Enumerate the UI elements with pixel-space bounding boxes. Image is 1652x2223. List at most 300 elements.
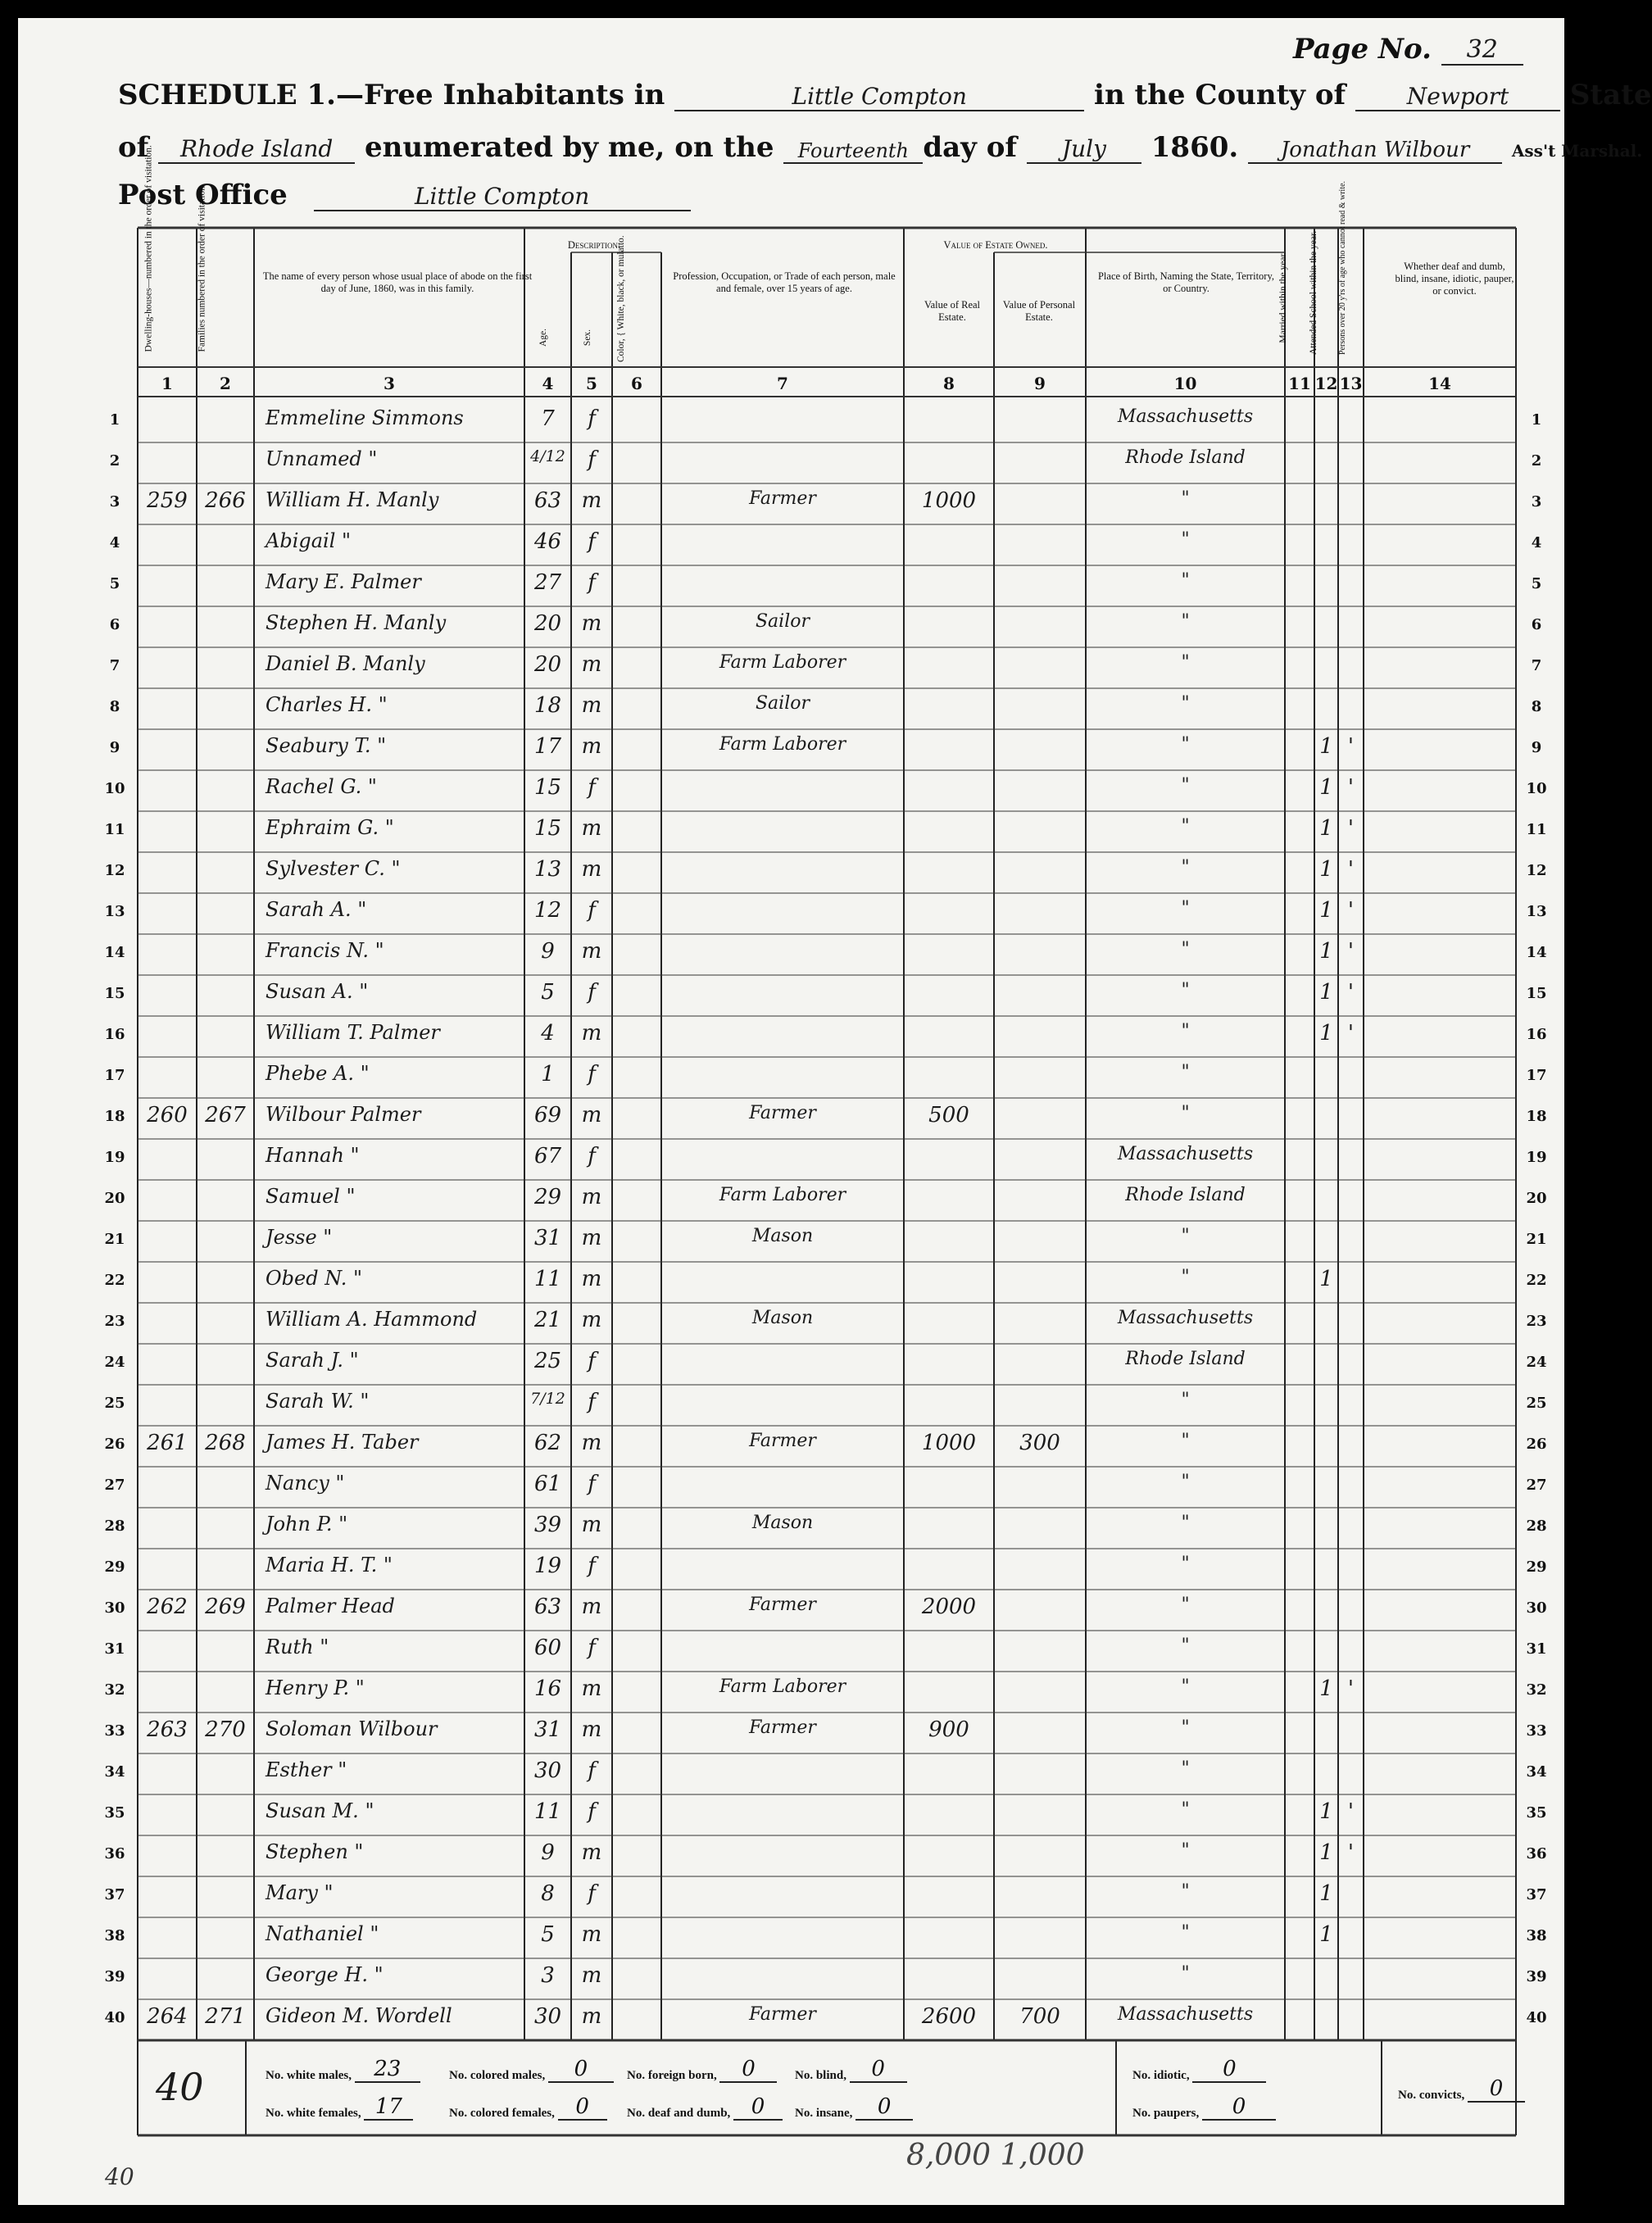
occupation: Farm Laborer bbox=[719, 734, 846, 755]
row-number-left: 10 bbox=[104, 780, 125, 797]
age: 31 bbox=[533, 1226, 562, 1250]
age: 27 bbox=[533, 570, 562, 595]
person-name: Rachel G. " bbox=[266, 775, 377, 798]
row-number-left: 21 bbox=[104, 1231, 125, 1248]
row-number-right: 18 bbox=[1526, 1108, 1547, 1125]
row-number-right: 28 bbox=[1526, 1518, 1547, 1535]
attended-school: 1 bbox=[1319, 1676, 1333, 1701]
row-number-left: 23 bbox=[104, 1313, 125, 1330]
attended-school: 1 bbox=[1319, 857, 1333, 882]
sex: m bbox=[581, 652, 602, 677]
row-number-left: 22 bbox=[104, 1272, 125, 1289]
person-name: Samuel " bbox=[266, 1185, 356, 1208]
birthplace: " bbox=[1181, 1021, 1190, 1041]
blind-value: 0 bbox=[850, 2057, 907, 2083]
row-number-left: 18 bbox=[104, 1108, 125, 1125]
row-number-left: 30 bbox=[104, 1599, 125, 1617]
birthplace: " bbox=[1181, 1226, 1190, 1246]
sex: f bbox=[588, 898, 596, 923]
real-estate-value: 2000 bbox=[921, 1595, 977, 1619]
state-label: State bbox=[1569, 79, 1652, 111]
row-number-right: 36 bbox=[1526, 1845, 1547, 1862]
footer-white-females bbox=[266, 2094, 413, 2121]
person-name: William T. Palmer bbox=[266, 1021, 440, 1044]
footer-blind bbox=[795, 2057, 907, 2083]
sex: m bbox=[581, 1267, 602, 1291]
row-number-left: 13 bbox=[104, 903, 125, 920]
sex: f bbox=[588, 1144, 596, 1168]
sex: m bbox=[581, 1963, 602, 1988]
foreign-born-value: 0 bbox=[719, 2057, 777, 2083]
age: 11 bbox=[533, 1799, 562, 1824]
cannot-read-write: ' bbox=[1347, 939, 1355, 964]
footer-colored-females bbox=[449, 2094, 607, 2121]
birthplace: " bbox=[1181, 1881, 1190, 1902]
colored-males-label: No. colored males, bbox=[449, 2069, 546, 2082]
row-number-right: 27 bbox=[1526, 1477, 1547, 1494]
real-estate-value: 500 bbox=[928, 1103, 969, 1127]
real-estate-value: 1000 bbox=[921, 1431, 977, 1455]
person-name: Phebe A. " bbox=[266, 1062, 370, 1085]
row-number-left: 24 bbox=[104, 1354, 125, 1371]
deaf-dumb-label: No. deaf and dumb, bbox=[627, 2107, 731, 2120]
day-field: Fourteenth bbox=[783, 139, 923, 164]
row-number-right: 21 bbox=[1526, 1231, 1547, 1248]
attended-school: 1 bbox=[1319, 816, 1333, 841]
age: 1 bbox=[541, 1062, 555, 1087]
row-number-right: 31 bbox=[1526, 1640, 1547, 1658]
column-number: 10 bbox=[1173, 374, 1197, 393]
margin-note: 40 bbox=[105, 2163, 134, 2190]
row-number-right: 14 bbox=[1526, 944, 1547, 961]
marshal-label: Ass't Marshal. bbox=[1511, 141, 1643, 161]
person-name: John P. " bbox=[266, 1513, 348, 1536]
white-males-value: 23 bbox=[355, 2057, 420, 2083]
state-field: Rhode Island bbox=[158, 135, 355, 164]
row-number-right: 34 bbox=[1526, 1763, 1547, 1781]
col9-header: Value of Personal Estate. bbox=[1002, 299, 1076, 323]
row-number-left: 32 bbox=[104, 1681, 125, 1699]
row-number-right: 19 bbox=[1526, 1149, 1547, 1166]
attended-school: 1 bbox=[1319, 980, 1333, 1005]
birthplace: Rhode Island bbox=[1125, 1185, 1246, 1205]
sex: f bbox=[588, 1390, 596, 1414]
birthplace: " bbox=[1181, 652, 1190, 673]
blind-label: No. blind, bbox=[795, 2069, 846, 2082]
row-number-right: 40 bbox=[1526, 2009, 1547, 2026]
row-number-right: 6 bbox=[1531, 616, 1542, 633]
row-number-right: 16 bbox=[1526, 1026, 1547, 1043]
row-number-left: 17 bbox=[104, 1067, 125, 1084]
estate-totals-note: 8,000 1,000 bbox=[906, 2139, 1085, 2172]
row-number-left: 1 bbox=[109, 411, 120, 429]
occupation: Farmer bbox=[749, 1595, 816, 1615]
birthplace: " bbox=[1181, 1635, 1190, 1656]
sex: m bbox=[581, 1103, 602, 1127]
sex: m bbox=[581, 1922, 602, 1947]
column-number: 14 bbox=[1428, 374, 1451, 393]
sex: m bbox=[581, 2004, 602, 2029]
sex: m bbox=[581, 1513, 602, 1537]
person-name: William A. Hammond bbox=[266, 1308, 478, 1331]
age: 11 bbox=[533, 1267, 562, 1291]
dwelling-number: 261 bbox=[147, 1431, 188, 1455]
row-number-right: 12 bbox=[1526, 862, 1547, 879]
schedule-title: SCHEDULE 1.—Free Inhabitants in bbox=[118, 79, 665, 111]
row-number-right: 24 bbox=[1526, 1354, 1547, 1371]
column-number: 13 bbox=[1339, 374, 1363, 393]
cannot-read-write: ' bbox=[1347, 1799, 1355, 1824]
row-number-left: 9 bbox=[109, 739, 120, 756]
person-name: Daniel B. Manly bbox=[266, 652, 425, 675]
birthplace: " bbox=[1181, 1595, 1190, 1615]
row-number-right: 10 bbox=[1526, 780, 1547, 797]
age: 69 bbox=[533, 1103, 562, 1127]
row-number-left: 14 bbox=[104, 944, 125, 961]
white-females-value: 17 bbox=[364, 2094, 413, 2121]
row-number-right: 25 bbox=[1526, 1395, 1547, 1412]
age: 31 bbox=[533, 1717, 562, 1742]
birthplace: " bbox=[1181, 734, 1190, 755]
column-number: 9 bbox=[1034, 374, 1046, 393]
col10-header: Place of Birth, Naming the State, Territory, or Country. bbox=[1097, 270, 1275, 294]
row-number-right: 35 bbox=[1526, 1804, 1547, 1821]
row-number-left: 6 bbox=[109, 616, 120, 633]
birthplace: " bbox=[1181, 488, 1190, 509]
age: 4 bbox=[541, 1021, 555, 1046]
person-name: Stephen " bbox=[266, 1840, 364, 1863]
cannot-read-write: ' bbox=[1347, 775, 1355, 800]
sex: m bbox=[581, 816, 602, 841]
attended-school: 1 bbox=[1319, 1267, 1333, 1291]
sex: m bbox=[581, 857, 602, 882]
sex: f bbox=[588, 1062, 596, 1087]
row-number-right: 8 bbox=[1531, 698, 1542, 715]
row-number-right: 37 bbox=[1526, 1886, 1547, 1903]
convicts-label: No. convicts, bbox=[1398, 2089, 1465, 2102]
sex: m bbox=[581, 1717, 602, 1742]
age: 46 bbox=[533, 529, 562, 554]
estate-header: Value of Estate Owned. bbox=[943, 239, 1048, 251]
birthplace: " bbox=[1181, 1267, 1190, 1287]
attended-school: 1 bbox=[1319, 1881, 1333, 1906]
age: 15 bbox=[533, 775, 562, 800]
person-name: Emmeline Simmons bbox=[266, 406, 464, 429]
column-number: 7 bbox=[777, 374, 788, 393]
sex: m bbox=[581, 1021, 602, 1046]
col8-header: Value of Real Estate. bbox=[924, 299, 981, 323]
age: 63 bbox=[533, 488, 562, 513]
age: 62 bbox=[533, 1431, 562, 1455]
row-number-left: 39 bbox=[104, 1968, 125, 1985]
sex: m bbox=[581, 611, 602, 636]
person-name: Sarah A. " bbox=[266, 898, 367, 921]
occupation: Farm Laborer bbox=[719, 1185, 846, 1205]
row-number-right: 30 bbox=[1526, 1599, 1547, 1617]
age: 13 bbox=[533, 857, 562, 882]
person-name: Mary E. Palmer bbox=[266, 570, 421, 593]
age: 9 bbox=[541, 939, 555, 964]
person-name: Nancy " bbox=[266, 1472, 345, 1495]
white-females-label: No. white females, bbox=[266, 2107, 361, 2120]
person-name: William H. Manly bbox=[266, 488, 439, 511]
person-name: Sarah J. " bbox=[266, 1349, 359, 1372]
real-estate-value: 900 bbox=[928, 1717, 969, 1742]
birthplace: " bbox=[1181, 1963, 1190, 1984]
paupers-label: No. paupers, bbox=[1132, 2107, 1200, 2120]
birthplace: " bbox=[1181, 1390, 1190, 1410]
attended-school: 1 bbox=[1319, 939, 1333, 964]
age: 29 bbox=[533, 1185, 562, 1209]
sex: m bbox=[581, 734, 602, 759]
row-number-left: 40 bbox=[104, 2009, 125, 2026]
row-number-right: 11 bbox=[1526, 821, 1547, 838]
row-number-left: 15 bbox=[104, 985, 125, 1002]
row-number-right: 7 bbox=[1531, 657, 1542, 674]
person-name: Francis N. " bbox=[266, 939, 384, 962]
cannot-read-write: ' bbox=[1347, 857, 1355, 882]
row-number-left: 36 bbox=[104, 1845, 125, 1862]
attended-school: 1 bbox=[1319, 734, 1333, 759]
age: 63 bbox=[533, 1595, 562, 1619]
family-number: 271 bbox=[205, 2004, 246, 2029]
footer-idiotic bbox=[1132, 2057, 1266, 2083]
row-number-left: 8 bbox=[109, 698, 120, 715]
insane-label: No. insane, bbox=[795, 2107, 853, 2120]
footer-colored-males bbox=[449, 2057, 614, 2083]
birthplace: " bbox=[1181, 611, 1190, 632]
day-of-label: day of bbox=[923, 131, 1018, 164]
idiotic-value: 0 bbox=[1192, 2057, 1266, 2083]
occupation: Farmer bbox=[749, 1431, 816, 1451]
age: 19 bbox=[533, 1554, 562, 1578]
sex: f bbox=[588, 1472, 596, 1496]
occupation: Farmer bbox=[749, 488, 816, 509]
occupation: Mason bbox=[751, 1513, 814, 1533]
birthplace: " bbox=[1181, 1513, 1190, 1533]
column-number: 3 bbox=[384, 374, 395, 393]
person-name: Nathaniel " bbox=[266, 1922, 379, 1945]
paupers-value: 0 bbox=[1202, 2094, 1276, 2121]
person-name: Sarah W. " bbox=[266, 1390, 370, 1413]
sex: m bbox=[581, 693, 602, 718]
occupation: Farm Laborer bbox=[719, 652, 846, 673]
row-number-right: 5 bbox=[1531, 575, 1542, 592]
birthplace: Massachusetts bbox=[1117, 1144, 1254, 1164]
dwelling-number: 263 bbox=[147, 1717, 188, 1742]
row-number-left: 37 bbox=[104, 1886, 125, 1903]
occupation: Mason bbox=[751, 1308, 814, 1328]
row-number-right: 17 bbox=[1526, 1067, 1547, 1084]
column-number: 4 bbox=[542, 374, 554, 393]
row-number-right: 20 bbox=[1526, 1190, 1547, 1207]
family-number: 266 bbox=[205, 488, 246, 513]
month-field: July bbox=[1027, 135, 1141, 164]
sex: m bbox=[581, 939, 602, 964]
person-name: Gideon M. Wordell bbox=[266, 2004, 452, 2027]
row-number-right: 32 bbox=[1526, 1681, 1547, 1699]
row-number-left: 25 bbox=[104, 1395, 125, 1412]
row-number-right: 13 bbox=[1526, 903, 1547, 920]
dwelling-number: 260 bbox=[147, 1103, 188, 1127]
person-name: Soloman Wilbour bbox=[266, 1717, 438, 1740]
birthplace: " bbox=[1181, 1758, 1190, 1779]
colored-males-value: 0 bbox=[548, 2057, 614, 2083]
birthplace: " bbox=[1181, 1840, 1190, 1861]
age: 20 bbox=[533, 652, 562, 677]
col11-header: Married within the year. bbox=[1278, 252, 1288, 343]
col7-header: Profession, Occupation, or Trade of each person, male and female, over 15 years of age. bbox=[673, 270, 896, 294]
row-number-left: 35 bbox=[104, 1804, 125, 1821]
birthplace: " bbox=[1181, 775, 1190, 796]
family-number: 269 bbox=[205, 1595, 246, 1619]
column-number: 12 bbox=[1314, 374, 1338, 393]
birthplace: " bbox=[1181, 1717, 1190, 1738]
family-number: 267 bbox=[205, 1103, 246, 1127]
sex: f bbox=[588, 447, 596, 472]
colored-females-label: No. colored females, bbox=[449, 2107, 555, 2120]
birthplace: " bbox=[1181, 693, 1190, 714]
insane-value: 0 bbox=[856, 2094, 913, 2121]
cannot-read-write: ' bbox=[1347, 734, 1355, 759]
row-number-left: 11 bbox=[104, 821, 125, 838]
col14-header: Whether deaf and dumb, blind, insane, idiotic, pauper, or convict. bbox=[1395, 261, 1514, 297]
row-number-left: 16 bbox=[104, 1026, 125, 1043]
page-label: Page No. bbox=[1293, 33, 1432, 66]
row-number-left: 2 bbox=[109, 452, 120, 470]
footer-white-males bbox=[266, 2057, 420, 2083]
sex: f bbox=[588, 1349, 596, 1373]
row-number-left: 31 bbox=[104, 1640, 125, 1658]
person-name: Sylvester C. " bbox=[266, 857, 401, 880]
sex: m bbox=[581, 1431, 602, 1455]
row-number-right: 23 bbox=[1526, 1313, 1547, 1330]
age: 7/12 bbox=[530, 1390, 565, 1408]
person-name: James H. Taber bbox=[266, 1431, 419, 1454]
age: 39 bbox=[533, 1513, 562, 1537]
row-number-left: 3 bbox=[109, 493, 120, 510]
column-number: 2 bbox=[220, 374, 231, 393]
row-number-left: 19 bbox=[104, 1149, 125, 1166]
birthplace: Rhode Island bbox=[1125, 447, 1246, 468]
birthplace: " bbox=[1181, 1922, 1190, 1943]
sex: m bbox=[581, 1595, 602, 1619]
row-number-right: 29 bbox=[1526, 1558, 1547, 1576]
row-number-left: 29 bbox=[104, 1558, 125, 1576]
age: 60 bbox=[533, 1635, 562, 1660]
col1-header: Dwelling-houses—numbered in the order of visitation. bbox=[143, 145, 154, 352]
post-office-label: Post Office bbox=[118, 179, 288, 211]
column-number: 1 bbox=[161, 374, 173, 393]
column-number: 8 bbox=[943, 374, 955, 393]
occupation: Farmer bbox=[749, 1717, 816, 1738]
person-name: Hannah " bbox=[266, 1144, 360, 1167]
attended-school: 1 bbox=[1319, 898, 1333, 923]
family-number: 268 bbox=[205, 1431, 246, 1455]
column-number: 5 bbox=[586, 374, 597, 393]
person-name: Mary " bbox=[266, 1881, 334, 1904]
row-number-right: 33 bbox=[1526, 1722, 1547, 1740]
sex: f bbox=[588, 570, 596, 595]
birthplace: " bbox=[1181, 1799, 1190, 1820]
sex: f bbox=[588, 1635, 596, 1660]
row-number-left: 5 bbox=[109, 575, 120, 592]
person-name: Ephraim G. " bbox=[266, 816, 394, 839]
row-number-left: 7 bbox=[109, 657, 120, 674]
birthplace: " bbox=[1181, 857, 1190, 878]
col4-header: Age. bbox=[538, 328, 548, 347]
person-name: George H. " bbox=[266, 1963, 384, 1986]
person-name: Jesse " bbox=[266, 1226, 333, 1249]
cannot-read-write: ' bbox=[1347, 1840, 1355, 1865]
person-name: Seabury T. " bbox=[266, 734, 387, 757]
footer-insane bbox=[795, 2094, 913, 2121]
foreign-born-label: No. foreign born, bbox=[627, 2069, 717, 2082]
white-males-label: No. white males, bbox=[266, 2069, 352, 2082]
dwelling-number: 259 bbox=[147, 488, 188, 513]
birthplace: " bbox=[1181, 1103, 1190, 1123]
age: 8 bbox=[541, 1881, 555, 1906]
birthplace: Massachusetts bbox=[1117, 1308, 1254, 1328]
attended-school: 1 bbox=[1319, 1799, 1333, 1824]
row-number-left: 34 bbox=[104, 1763, 125, 1781]
birthplace: " bbox=[1181, 1676, 1190, 1697]
cannot-read-write: ' bbox=[1347, 816, 1355, 841]
row-number-right: 3 bbox=[1531, 493, 1542, 510]
row-number-right: 38 bbox=[1526, 1927, 1547, 1944]
birthplace: " bbox=[1181, 939, 1190, 960]
age: 30 bbox=[533, 1758, 562, 1783]
age: 20 bbox=[533, 611, 562, 636]
birthplace: " bbox=[1181, 1554, 1190, 1574]
age: 16 bbox=[533, 1676, 562, 1701]
footer-convicts bbox=[1398, 2076, 1525, 2103]
occupation: Farmer bbox=[749, 1103, 816, 1123]
family-number: 270 bbox=[205, 1717, 246, 1742]
row-number-right: 22 bbox=[1526, 1272, 1547, 1289]
row-number-right: 26 bbox=[1526, 1436, 1547, 1453]
person-name: Maria H. T. " bbox=[266, 1554, 393, 1577]
occupation: Farmer bbox=[749, 2004, 816, 2025]
attended-school: 1 bbox=[1319, 1922, 1333, 1947]
person-name: Esther " bbox=[266, 1758, 347, 1781]
cannot-read-write: ' bbox=[1347, 1021, 1355, 1046]
sex: f bbox=[588, 1758, 596, 1783]
sex: f bbox=[588, 980, 596, 1005]
age: 17 bbox=[533, 734, 562, 759]
cannot-read-write: ' bbox=[1347, 898, 1355, 923]
enumerated-label: enumerated by me, on the bbox=[365, 131, 774, 164]
age: 18 bbox=[533, 693, 562, 718]
personal-estate-value: 300 bbox=[1019, 1431, 1060, 1455]
row-number-left: 38 bbox=[104, 1927, 125, 1944]
of-label: of bbox=[118, 131, 149, 164]
sex: f bbox=[588, 1799, 596, 1824]
person-name: Obed N. " bbox=[266, 1267, 362, 1290]
colored-females-value: 0 bbox=[558, 2094, 607, 2121]
age: 9 bbox=[541, 1840, 555, 1865]
age: 21 bbox=[533, 1308, 562, 1332]
footer-deaf-dumb bbox=[627, 2094, 783, 2121]
person-name: Palmer Head bbox=[266, 1595, 395, 1617]
row-number-right: 4 bbox=[1531, 534, 1542, 551]
age: 3 bbox=[541, 1963, 555, 1988]
person-name: Charles H. " bbox=[266, 693, 388, 716]
col13-header: Persons over 20 y'rs of age who cannot read & write. bbox=[1338, 180, 1347, 355]
deaf-dumb-value: 0 bbox=[733, 2094, 783, 2121]
cannot-read-write: ' bbox=[1347, 1676, 1355, 1701]
birthplace: Rhode Island bbox=[1125, 1349, 1246, 1369]
